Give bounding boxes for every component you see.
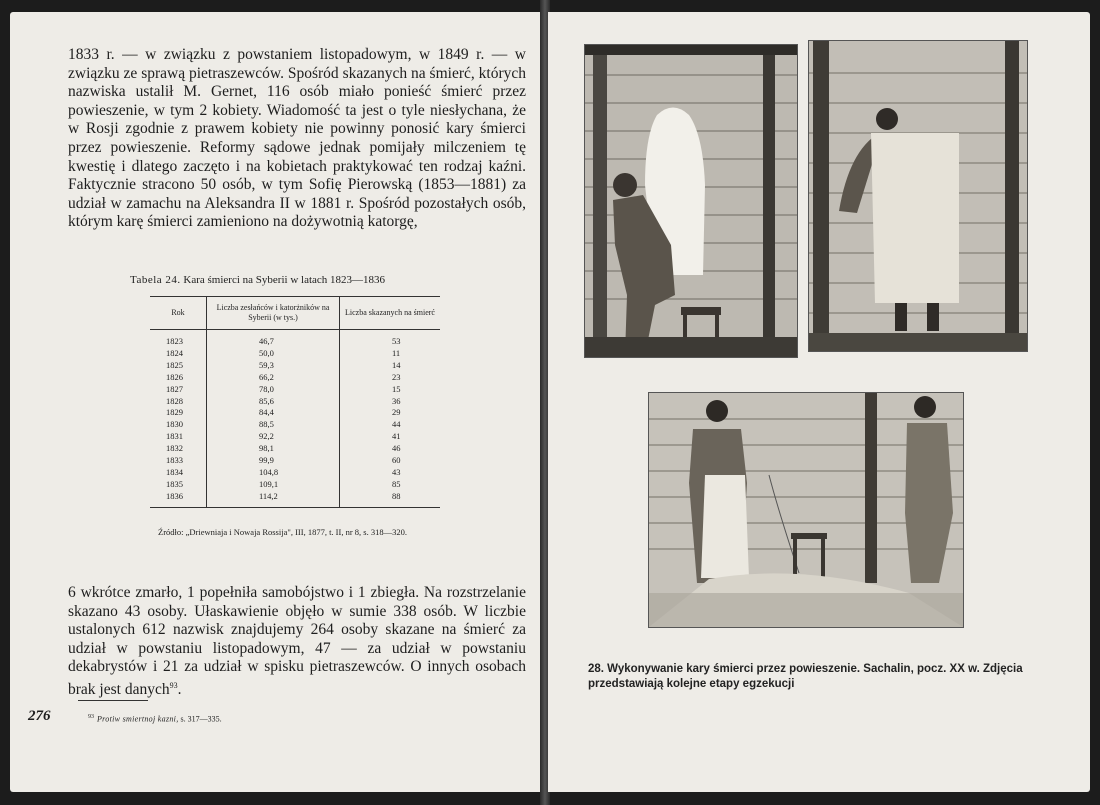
cell-year: 1836 [150, 491, 207, 507]
table-row [150, 348, 440, 360]
cell-sentenced: 15 [392, 383, 401, 394]
cell-sentenced: 44 [392, 419, 401, 430]
cell-exiles: 99,9 [207, 455, 340, 467]
table-row [150, 443, 440, 455]
cell-exiles: 46,7 [207, 330, 340, 348]
footnote-rule [78, 700, 148, 701]
paragraph-top: 1833 r. — w związku z powstaniem listopadowym, w 1849 r. — w związku ze sprawą pietraszewców. Spośród skazanych na śmierć, których nazwiska ustalił M. Gernet, 116 osób miało ponieść śmierć przez powieszenie, w tym 2 kobiety. Wiadomość ta jest o tyle niesłychana, że w Rosji zgodnie z prawem kobiety nie powinny ponosić kary śmierci przez powieszenie. Reformy sądowe jednak pomijały milczeniem tę kwestię i dlatego zaczęto i na kobietach praktykować ten rodzaj kaźni. Faktycznie stracono 50 osób, w tym Sofię Pierowską (1853—1881) za udział w zamachu na Aleksandra II w 1881 r. Spośród pozostałych osób, którym karę śmierci zamieniono na dożywotnią katorgę, [68, 46, 526, 231]
right-page [548, 12, 1090, 792]
cell-sentenced: 46 [392, 443, 401, 454]
table-row [150, 360, 440, 372]
paragraph-bottom: 6 wkrótce zmarło, 1 popełniła samobójstwo i 1 zbiegła. Na rozstrzelanie skazano 43 osoby. Ułaskawienie objęło w sumie 338 osób. W liczbie ustalonych 612 nazwisk znajdujemy 264 osoby skazane na śmierć za udział w powstaniu listopadowym, 47 — za udział w powstaniu dekabrystów i 21 za udział w spisku pietraszewców. O innych osobach brak jest danych$^{93}$. [68, 584, 526, 699]
header-exiles: Liczba zesłańców i katorżników na Syberii (w tys.) [207, 297, 340, 330]
cell-sentenced: 43 [392, 466, 401, 477]
footnote-number: 93 [88, 714, 94, 720]
footnote-pages: s. 317—335. [180, 714, 222, 724]
cell-year: 1834 [150, 467, 207, 479]
cell-exiles: 50,0 [207, 348, 340, 360]
table-row [150, 467, 440, 479]
figure-caption: 28. Wykonywanie kary śmierci przez powieszenie. Sachalin, pocz. XX w. Zdjęcia przedstawiają kolejne etapy egzekucji [588, 663, 1023, 690]
cell-sentenced: 53 [392, 336, 401, 346]
cell-exiles: 109,1 [207, 479, 340, 491]
cell-exiles: 98,1 [207, 443, 340, 455]
table-row [150, 372, 440, 384]
cell-year: 1829 [150, 407, 207, 419]
footnote-reference: 93 [169, 680, 178, 690]
cell-year: 1830 [150, 419, 207, 431]
table-row [150, 431, 440, 443]
cell-year: 1824 [150, 348, 207, 360]
cell-year: 1832 [150, 443, 207, 455]
header-year: Rok [150, 297, 207, 330]
cell-sentenced: 14 [392, 359, 401, 370]
cell-year: 1833 [150, 455, 207, 467]
header-sentenced: Liczba skazanych na śmierć [340, 297, 441, 330]
cell-exiles: 84,4 [207, 407, 340, 419]
table-row [150, 396, 440, 408]
table-row [150, 419, 440, 431]
table-row [150, 384, 440, 396]
table-caption [130, 274, 470, 286]
table-label: Tabela 24. [130, 274, 181, 286]
table-row [150, 407, 440, 419]
footnote-title: Protiw smiertnoj kazni, [97, 714, 179, 724]
cell-year: 1831 [150, 431, 207, 443]
cell-sentenced: 88 [340, 491, 441, 507]
table-row [150, 455, 440, 467]
cell-exiles: 78,0 [207, 384, 340, 396]
left-page [10, 12, 542, 792]
execution-photo-1 [584, 44, 798, 358]
cell-year: 1827 [150, 384, 207, 396]
table-row [150, 330, 440, 348]
cell-year: 1825 [150, 360, 207, 372]
page-number: 276 [28, 708, 51, 724]
execution-photo-3 [648, 392, 964, 628]
cell-exiles: 104,8 [207, 467, 340, 479]
cell-sentenced: 29 [392, 407, 401, 418]
cell-sentenced: 11 [392, 347, 401, 358]
cell-year: 1835 [150, 479, 207, 491]
cell-exiles: 59,3 [207, 360, 340, 372]
paragraph-bottom-text: 6 wkrótce zmarło, 1 popełniła samobójstwo i 1 zbiegła. Na rozstrzelanie skazano 43 osoby. Ułaskawienie objęło w sumie 338 osób. W liczbie ustalonych 612 nazwisk znajdujemy 264 osoby skazane na śmierć za udział w powstaniu listopadowym, 47 — za udział w powstaniu dekabrystów i 21 za udział w spisku pietraszewców. O innych osobach brak jest danych [68, 584, 526, 699]
table-title: Kara śmierci na Syberii w latach 1823—1836 [183, 274, 386, 286]
cell-year: 1826 [150, 372, 207, 384]
table-row [150, 479, 440, 491]
table-row [150, 491, 440, 507]
cell-sentenced: 60 [392, 455, 401, 466]
cell-sentenced: 36 [392, 395, 401, 406]
table-header-row [150, 297, 440, 330]
cell-exiles: 114,2 [207, 491, 340, 507]
cell-exiles: 85,6 [207, 396, 340, 408]
cell-year: 1823 [150, 330, 207, 348]
cell-sentenced: 41 [392, 431, 401, 442]
execution-photo-2 [808, 40, 1028, 352]
cell-sentenced: 23 [392, 371, 401, 382]
cell-exiles: 66,2 [207, 372, 340, 384]
cell-sentenced: 85 [392, 478, 401, 489]
cell-exiles: 92,2 [207, 431, 340, 443]
executions-table [150, 296, 440, 508]
cell-exiles: 88,5 [207, 419, 340, 431]
footnote [88, 714, 222, 724]
cell-year: 1828 [150, 396, 207, 408]
table-source: Źródło: „Driewniaja i Nowaja Rossija", III, 1877, t. II, nr 8, s. 318—320. [158, 527, 407, 537]
